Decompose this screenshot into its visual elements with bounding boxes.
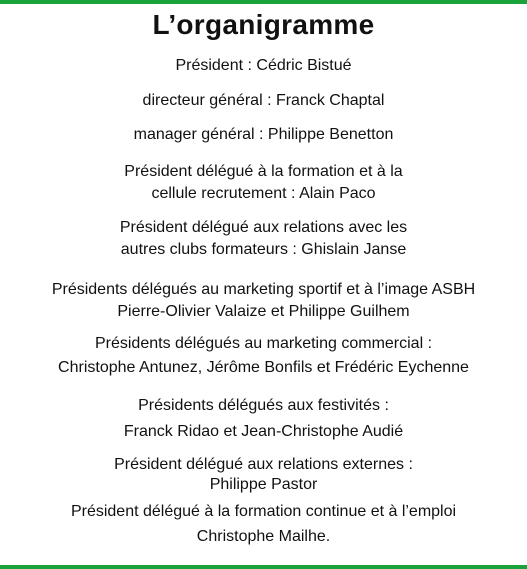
org-line-marketing-commercial-1: Présidents délégués au marketing commercial : xyxy=(94,335,433,352)
org-line-formation-continue-1: Président délégué à la formation continue et à l’emploi xyxy=(70,503,457,520)
org-line-marketing-commercial-2: Christophe Antunez, Jérôme Bonfils et Frédéric Eychenne xyxy=(58,359,469,376)
org-line-manager-general: manager général : Philippe Benetton xyxy=(133,126,394,143)
org-line-formation-continue-2: Christophe Mailhe. xyxy=(196,528,331,545)
org-line-marketing-sportif-2: Pierre-Olivier Valaize et Philippe Guilhem xyxy=(117,303,410,320)
org-line-directeur-general: directeur général : Franck Chaptal xyxy=(142,92,385,109)
org-line-relations-externes-1: Président délégué aux relations externes : xyxy=(114,456,413,473)
page-title: L’organigramme xyxy=(152,9,375,40)
org-line-relations-clubs-2: autres clubs formateurs : Ghislain Janse xyxy=(120,241,407,258)
org-line-president: Président : Cédric Bistué xyxy=(175,57,352,74)
top-green-rule xyxy=(0,0,527,4)
org-line-formation-recrutement-2: cellule recrutement : Alain Paco xyxy=(151,185,376,202)
org-line-festivites-1: Présidents délégués aux festivités : xyxy=(138,397,389,414)
bottom-green-rule xyxy=(0,565,527,569)
org-line-marketing-sportif-1: Présidents délégués au marketing sportif et à l’image ASBH xyxy=(51,281,476,298)
org-line-festivites-2: Franck Ridao et Jean-Christophe Audié xyxy=(123,423,404,440)
org-line-relations-clubs-1: Président délégué aux relations avec les xyxy=(119,219,408,236)
org-line-relations-externes-2: Philippe Pastor xyxy=(209,476,318,493)
org-line-formation-recrutement-1: Président délégué à la formation et à la xyxy=(124,163,403,180)
